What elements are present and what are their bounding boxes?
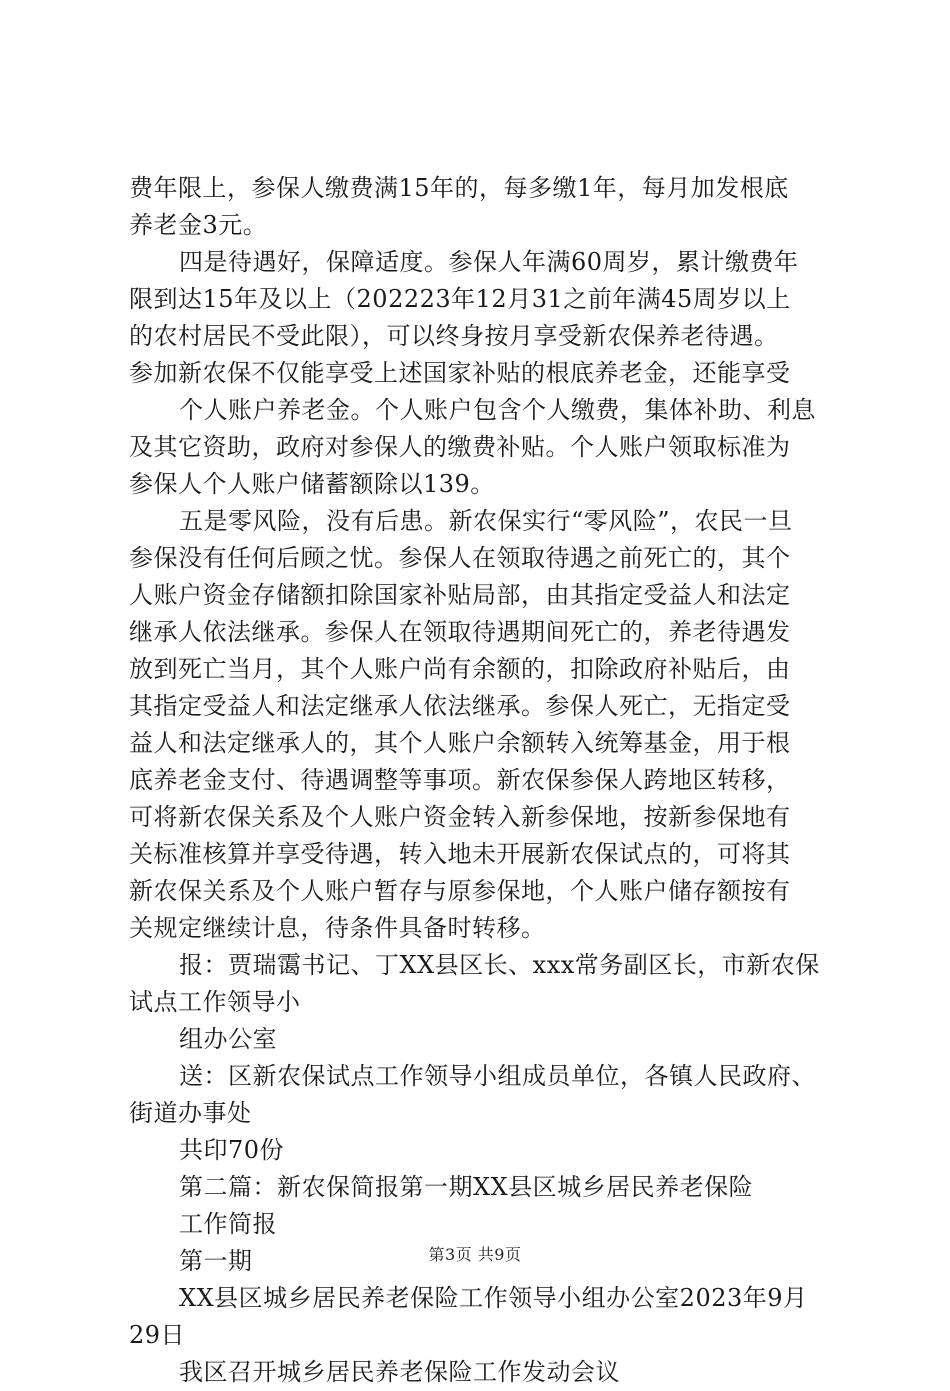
text-line: 关标准核算并享受待遇，转入地未开展新农保试点的，可将其: [129, 840, 791, 868]
section-heading: 第二篇：新农保简报第一期XX县区城乡居民养老保险: [179, 1173, 754, 1201]
text-line: 可将新农保关系及个人账户资金转入新参保地，按新参保地有: [129, 803, 791, 831]
distribution-report-line: 报：贾瑞霭书记、丁XX县区长、xxx常务副区长，市新农保: [179, 951, 820, 979]
text-line: 参保没有任何后顾之忧。参保人在领取待遇之前死亡的，其个: [129, 544, 791, 572]
page-footer: [0, 1242, 950, 1265]
paragraph-start: 个人账户养老金。个人账户包含个人缴费，集体补助、利息: [179, 396, 816, 424]
distribution-send-line: 送：区新农保试点工作领导小组成员单位，各镇人民政府、: [179, 1062, 816, 1090]
text-line: 放到死亡当月，其个人账户尚有余额的，扣除政府补贴后，由: [129, 655, 791, 683]
text-line: 参加新农保不仅能享受上述国家补贴的根底养老金，还能享受: [129, 359, 791, 387]
text-line: 其指定受益人和法定继承人依法继承。参保人死亡，无指定受: [129, 692, 791, 720]
text-line: 29日: [129, 1321, 186, 1349]
text-line: 养老金3元。: [129, 211, 268, 239]
article-headline: 我区召开城乡居民养老保险工作发动会议: [179, 1358, 620, 1386]
text-line: 的农村居民不受此限），可以终身按月享受新农保养老待遇。: [129, 322, 779, 350]
text-line: 费年限上，参保人缴费满15年的，每多缴1年，每月加发根底: [129, 174, 789, 202]
text-line: 底养老金支付、待遇调整等事项。新农保参保人跨地区转移，: [129, 766, 791, 794]
issue-number: 第一期: [179, 1247, 253, 1275]
document-body: [129, 170, 829, 1391]
page-number: 第3页 共9页: [428, 1245, 522, 1264]
paragraph-start: 五是零风险，没有后患。新农保实行“零风险”，农民一旦: [179, 507, 793, 535]
paragraph-start: 四是待遇好，保障适度。参保人年满60周岁，累计缴费年: [179, 248, 799, 276]
text-line: 关规定继续计息，待条件具备时转移。: [129, 914, 546, 942]
text-line: 街道办事处: [129, 1099, 252, 1127]
text-line: 参保人个人账户储蓄额除以139。: [129, 470, 495, 498]
bulletin-title: 工作简报: [179, 1210, 277, 1238]
text-line: 新农保关系及个人账户暂存与原参保地，个人账户储存额按有: [129, 877, 791, 905]
print-count-line: 共印70份: [179, 1136, 285, 1164]
text-line: 及其它资助，政府对参保人的缴费补贴。个人账户领取标准为: [129, 433, 791, 461]
text-line: 试点工作领导小: [129, 988, 301, 1016]
issuer-date-line: XX县区城乡居民养老保险工作领导小组办公室2023年9月: [179, 1284, 808, 1312]
text-line: 限到达15年及以上（202223年12月31之前年满45周岁以上: [129, 285, 791, 313]
text-line: 组办公室: [179, 1025, 277, 1053]
text-line: 继承人依法继承。参保人在领取待遇期间死亡的，养老待遇发: [129, 618, 791, 646]
text-line: 益人和法定继承人的，其个人账户余额转入统筹基金，用于根: [129, 729, 791, 757]
text-line: 人账户资金存储额扣除国家补贴局部，由其指定受益人和法定: [129, 581, 791, 609]
